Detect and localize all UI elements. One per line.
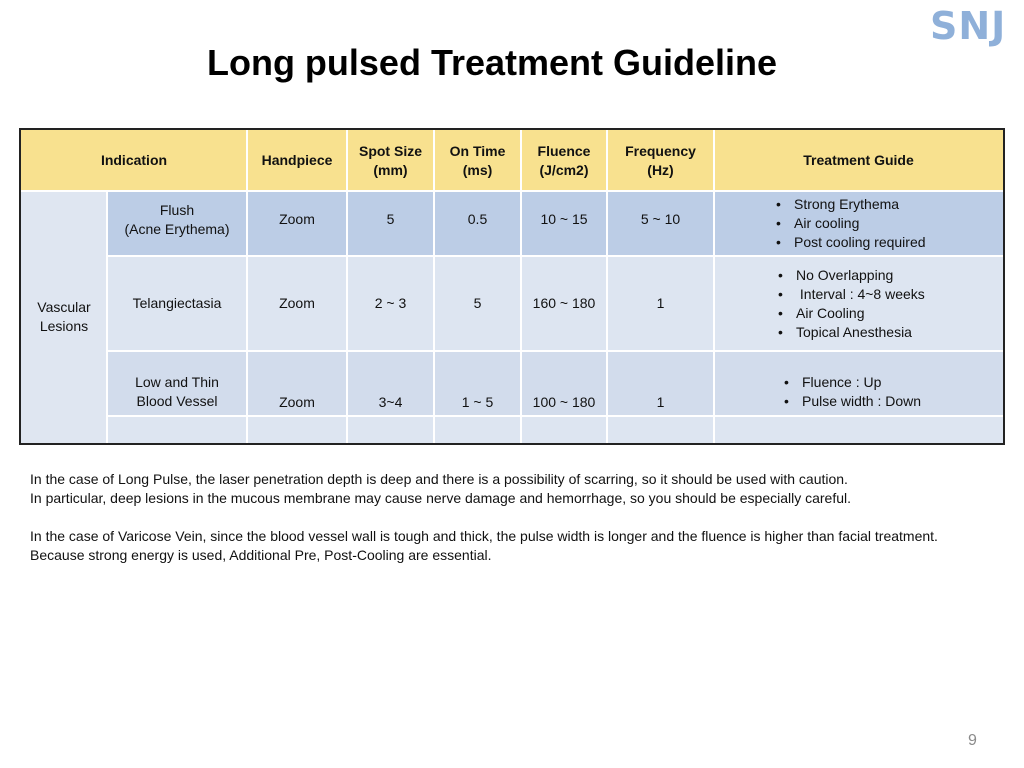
row1-spot-size: 5 bbox=[347, 191, 434, 256]
header-indication: Indication bbox=[21, 130, 247, 191]
row2-spot-size: 2 ~ 3 bbox=[347, 256, 434, 351]
empty-row bbox=[107, 416, 1003, 443]
row3-frequency: 1 bbox=[607, 351, 714, 416]
guide-item: • Strong Erythema bbox=[772, 195, 926, 214]
row2-indication: Telangiectasia bbox=[107, 256, 247, 351]
guide-item: • No Overlapping bbox=[774, 266, 925, 285]
row3-fluence: 100 ~ 180 bbox=[521, 351, 607, 416]
header-handpiece: Handpiece bbox=[247, 130, 347, 191]
row2-frequency: 1 bbox=[607, 256, 714, 351]
row2-handpiece: Zoom bbox=[247, 256, 347, 351]
row3-on-time: 1 ~ 5 bbox=[434, 351, 521, 416]
guide-item: • Pulse width : Down bbox=[780, 392, 921, 411]
guide-item: • Fluence : Up bbox=[780, 373, 921, 392]
caution-notes bbox=[30, 470, 990, 584]
header-on-time: On Time (ms) bbox=[434, 130, 521, 191]
guide-item: • Interval : 4~8 weeks bbox=[774, 285, 925, 304]
guide-item: • Topical Anesthesia bbox=[774, 323, 925, 342]
header-treatment-guide: Treatment Guide bbox=[714, 130, 1003, 191]
treatment-table bbox=[19, 128, 1005, 445]
row3-spot-size: 3~4 bbox=[347, 351, 434, 416]
page-number: 9 bbox=[968, 732, 977, 749]
guide-item: • Post cooling required bbox=[772, 233, 926, 252]
row1-on-time: 0.5 bbox=[434, 191, 521, 256]
page-title: Long pulsed Treatment Guideline bbox=[206, 42, 778, 83]
row2-on-time: 5 bbox=[434, 256, 521, 351]
snj-logo: SNJ bbox=[930, 4, 1007, 48]
note-paragraph-1: In the case of Long Pulse, the laser penetration depth is deep and there is a possibility of scarring, so it should be used with caution. In particular, deep lesions in the mucous membrane may cause nerve damage and hemorrhage, so you should be especially careful. bbox=[30, 471, 852, 506]
row1-treatment-guide bbox=[714, 191, 1003, 256]
row2-fluence: 160 ~ 180 bbox=[521, 256, 607, 351]
row1-fluence: 10 ~ 15 bbox=[521, 191, 607, 256]
row3-indication: Low and Thin Blood Vessel bbox=[107, 351, 247, 416]
row3-treatment-guide bbox=[714, 351, 1003, 416]
note-paragraph-2: In the case of Varicose Vein, since the blood vessel wall is tough and thick, the pulse width is longer and the fluence is higher than facial treatment. Because strong energy is used, Additional Pre, Post-Cooling are essential. bbox=[30, 528, 938, 563]
header-frequency: Frequency (Hz) bbox=[607, 130, 714, 191]
row1-indication: Flush (Acne Erythema) bbox=[107, 191, 247, 256]
guide-item: • Air Cooling bbox=[774, 304, 925, 323]
category-vascular-lesions: Vascular Lesions bbox=[21, 191, 107, 443]
header-spot-size: Spot Size (mm) bbox=[347, 130, 434, 191]
row1-frequency: 5 ~ 10 bbox=[607, 191, 714, 256]
row1-handpiece: Zoom bbox=[247, 191, 347, 256]
row3-handpiece: Zoom bbox=[247, 351, 347, 416]
guide-item: • Air cooling bbox=[772, 214, 926, 233]
header-fluence: Fluence (J/cm2) bbox=[521, 130, 607, 191]
row2-treatment-guide bbox=[714, 256, 1003, 351]
